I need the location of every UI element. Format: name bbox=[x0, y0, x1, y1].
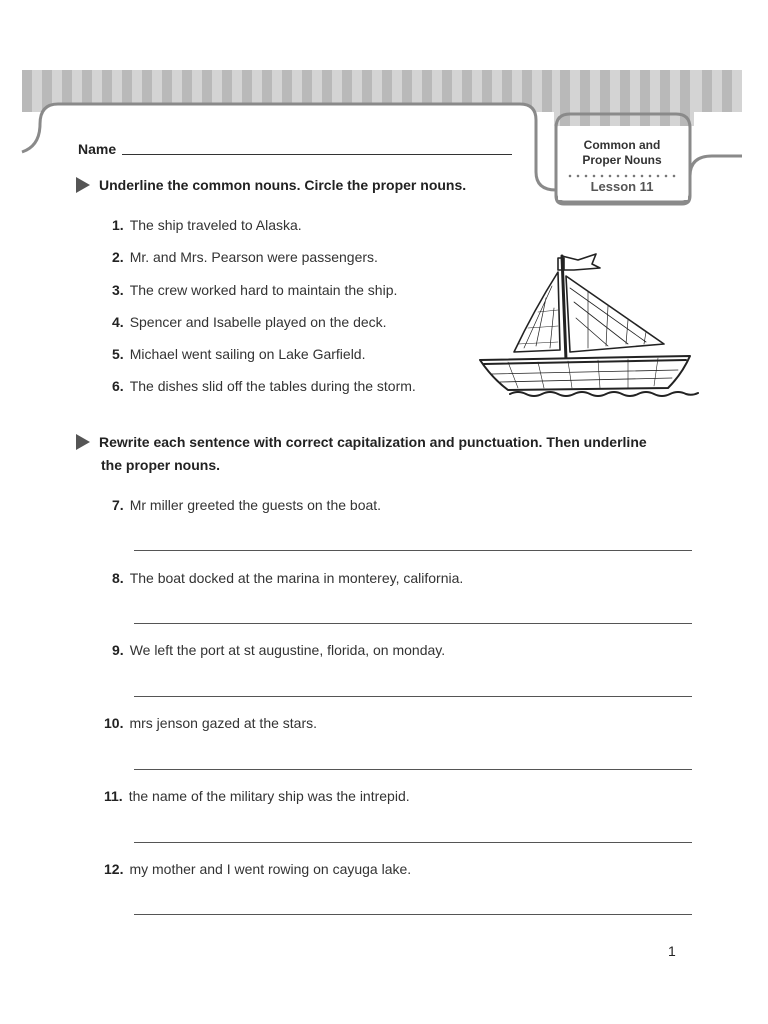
item-text: Mr. and Mrs. Pearson were passengers. bbox=[129, 249, 378, 265]
item-number: 12. bbox=[104, 861, 124, 877]
section1-instruction bbox=[76, 174, 466, 197]
list-item bbox=[104, 860, 411, 878]
section2-instruction-line2: the proper nouns. bbox=[101, 457, 220, 473]
lesson-title bbox=[556, 138, 688, 168]
item-number: 10. bbox=[104, 715, 124, 731]
play-arrow-icon bbox=[76, 434, 90, 450]
list-item bbox=[112, 345, 365, 363]
list-item bbox=[112, 313, 387, 331]
dotted-divider bbox=[566, 174, 678, 178]
item-text: The ship traveled to Alaska. bbox=[129, 217, 302, 233]
list-item bbox=[112, 569, 463, 587]
item-number: 8. bbox=[112, 570, 124, 586]
answer-line[interactable] bbox=[134, 696, 692, 697]
item-number: 1. bbox=[112, 217, 124, 233]
list-item bbox=[104, 787, 410, 805]
lesson-number: Lesson 11 bbox=[590, 179, 654, 194]
list-item bbox=[112, 496, 381, 514]
item-number: 7. bbox=[112, 497, 124, 513]
section2-instruction-line1: Rewrite each sentence with correct capitalization and punctuation. Then underline bbox=[99, 434, 647, 450]
item-number: 11. bbox=[104, 788, 123, 804]
item-number: 5. bbox=[112, 346, 124, 362]
section1-instruction-text: Underline the common nouns. Circle the proper nouns. bbox=[99, 177, 467, 193]
list-item bbox=[112, 248, 378, 266]
answer-line[interactable] bbox=[134, 842, 692, 843]
item-text: Michael went sailing on Lake Garfield. bbox=[129, 346, 366, 362]
item-text: The boat docked at the marina in monterey, california. bbox=[129, 570, 464, 586]
item-number: 2. bbox=[112, 249, 124, 265]
item-text: The crew worked hard to maintain the ship. bbox=[129, 282, 398, 298]
lesson-tab bbox=[556, 128, 688, 200]
list-item bbox=[112, 216, 302, 234]
item-number: 9. bbox=[112, 642, 124, 658]
item-text: mrs jenson gazed at the stars. bbox=[129, 715, 318, 731]
answer-line[interactable] bbox=[134, 550, 692, 551]
item-text: my mother and I went rowing on cayuga lake. bbox=[129, 861, 412, 877]
item-text: the name of the military ship was the intrepid. bbox=[128, 788, 410, 804]
item-text: Mr miller greeted the guests on the boat. bbox=[129, 497, 382, 513]
answer-line[interactable] bbox=[134, 769, 692, 770]
section2-instruction bbox=[76, 431, 716, 477]
answer-line[interactable] bbox=[134, 914, 692, 915]
item-number: 4. bbox=[112, 314, 124, 330]
item-text: Spencer and Isabelle played on the deck. bbox=[129, 314, 387, 330]
item-text: The dishes slid off the tables during the storm. bbox=[129, 378, 416, 394]
answer-line[interactable] bbox=[134, 623, 692, 624]
name-label: Name bbox=[78, 141, 117, 157]
item-text: We left the port at st augustine, florida, on monday. bbox=[129, 642, 446, 658]
list-item bbox=[112, 377, 416, 395]
sailboat-illustration bbox=[478, 248, 702, 400]
item-number: 6. bbox=[112, 378, 124, 394]
page-number: 1 bbox=[668, 943, 676, 959]
list-item bbox=[112, 281, 397, 299]
list-item bbox=[112, 641, 445, 659]
lesson-title-line2: Proper Nouns bbox=[582, 153, 662, 167]
name-write-line[interactable] bbox=[122, 154, 512, 155]
list-item bbox=[104, 714, 317, 732]
item-number: 3. bbox=[112, 282, 124, 298]
lesson-title-line1: Common and bbox=[583, 138, 661, 152]
play-arrow-icon bbox=[76, 177, 90, 193]
